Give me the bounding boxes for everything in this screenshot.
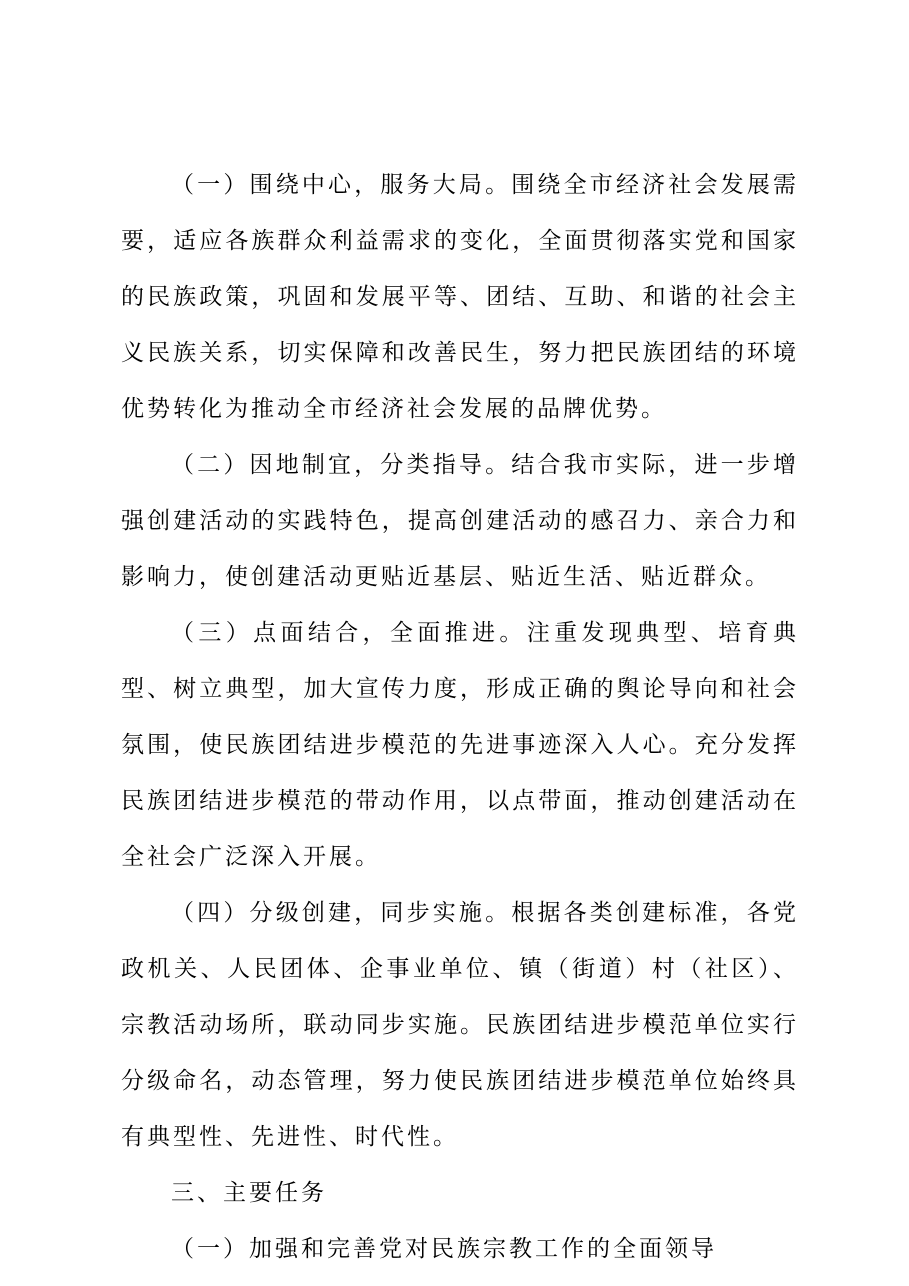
principle-paragraph-3: （三）点面结合，全面推进。注重发现典型、培育典型、树立典型，加大宣传力度，形成正确的舆论导向和社会氛围，使民族团结进步模范的先进事迹深入人心。充分发挥民族团结进步模范的带动作用，以点带面，推动创建活动在全社会广泛深入开展。 (121, 620, 799, 870)
section-heading-main-tasks: 三、主要任务 (171, 1180, 327, 1206)
principle-paragraph-2: （二）因地制宜，分类指导。结合我市实际，进一步增强创建活动的实践特色，提高创建活动的感召力、亲合力和影响力，使创建活动更贴近基层、贴近生活、贴近群众。 (121, 452, 799, 590)
subsection-heading-1: （一）加强和完善党对民族宗教工作的全面领导 (171, 1236, 717, 1262)
principle-paragraph-1: （一）围绕中心，服务大局。围绕全市经济社会发展需要，适应各族群众利益需求的变化，全面贯彻落实党和国家的民族政策，巩固和发展平等、团结、互助、和谐的社会主义民族关系，切实保障和改善民生，努力把民族团结的环境优势转化为推动全市经济社会发展的品牌优势。 (121, 172, 799, 422)
document-body (121, 157, 799, 1277)
principle-paragraph-4: （四）分级创建，同步实施。根据各类创建标准，各党政机关、人民团体、企事业单位、镇（街道）村（社区）、宗教活动场所，联动同步实施。民族团结进步模范单位实行分级命名，动态管理，努力使民族团结进步模范单位始终具有典型性、先进性、时代性。 (121, 900, 799, 1150)
